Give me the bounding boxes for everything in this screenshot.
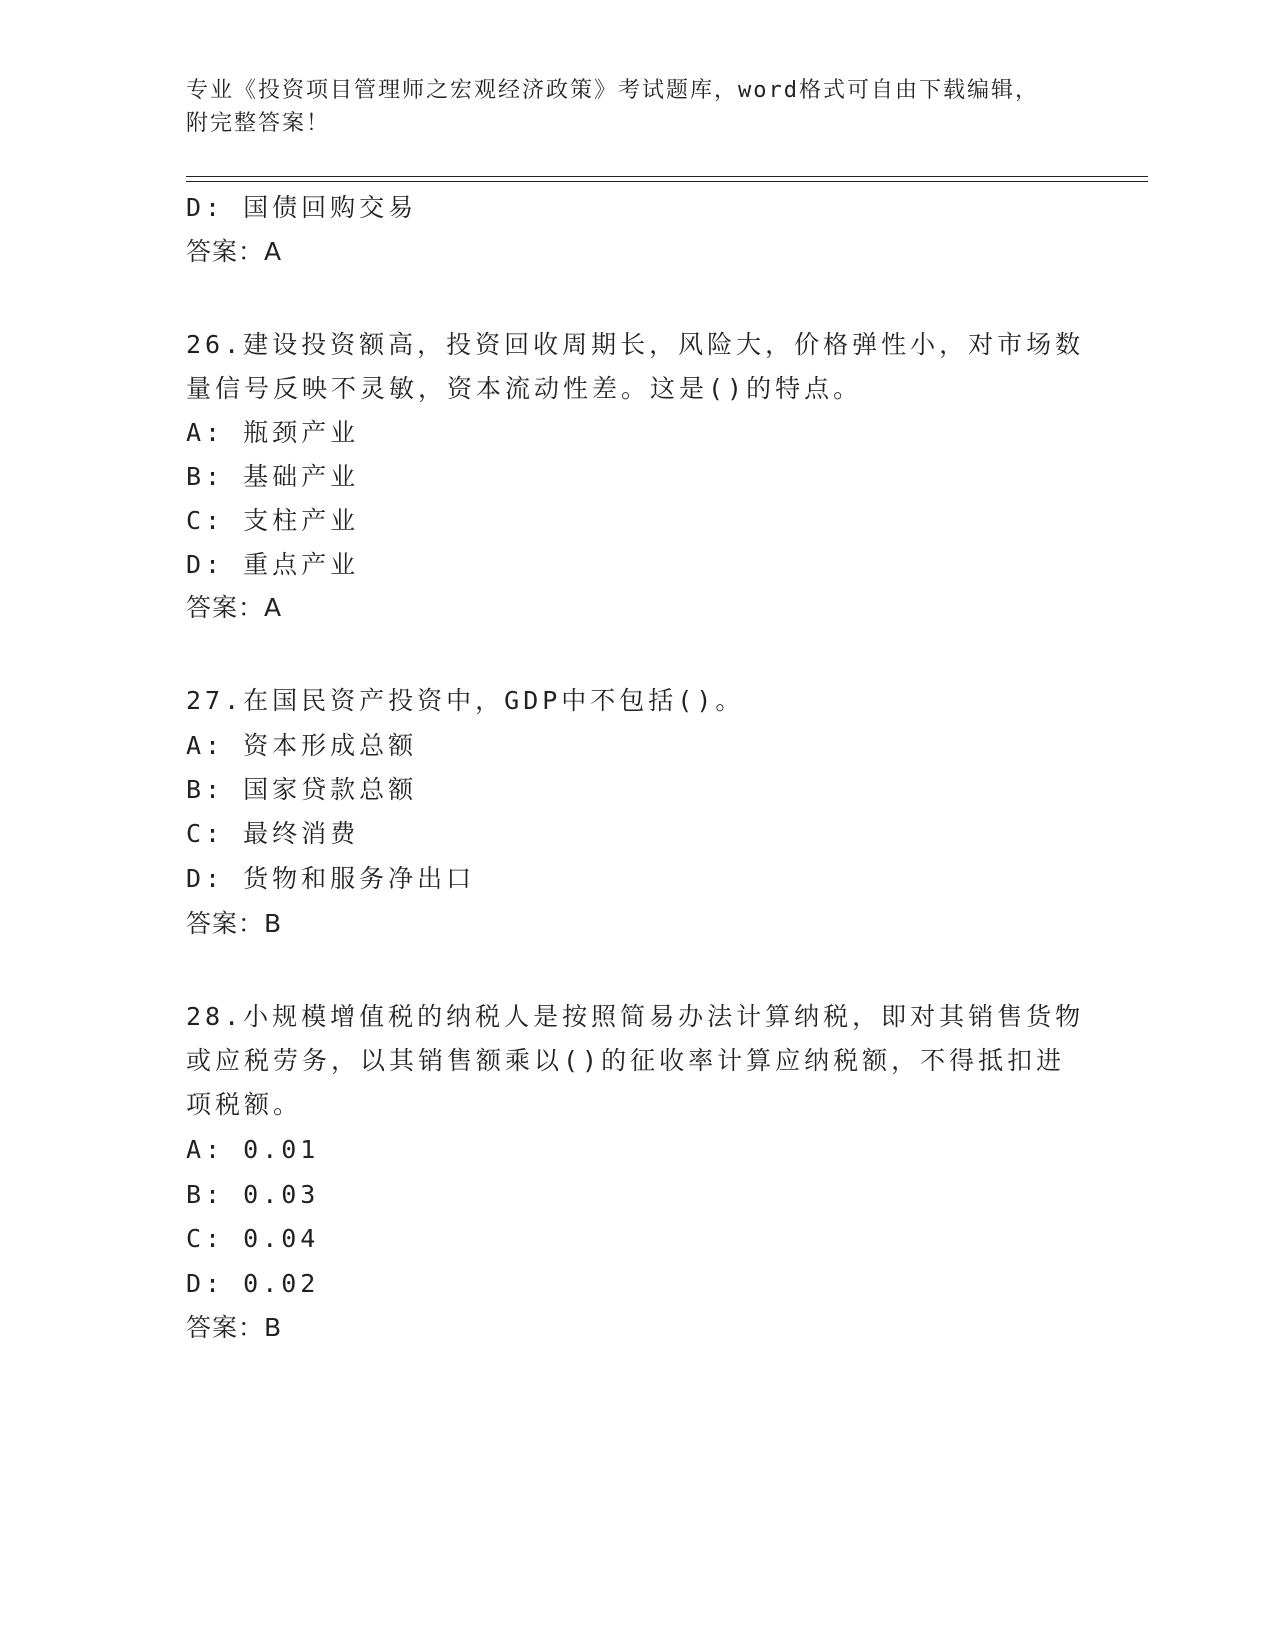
q28-stem-line-1: 28.小规模增值税的纳税人是按照简易办法计算纳税，即对其销售货物 (186, 1002, 1085, 1031)
q28-option-b: B: 0.03 (186, 1180, 320, 1209)
page-header (186, 74, 1066, 140)
q25-answer: 答案：A (186, 237, 283, 266)
q28-option-a: A: 0.01 (186, 1135, 320, 1164)
q26-option-d: D: 重点产业 (186, 550, 360, 579)
q25-option-d: D: 国债回购交易 (186, 193, 418, 222)
q27-option-d: D: 货物和服务净出口 (186, 864, 476, 893)
q26-stem-line-1: 26.建设投资额高，投资回收周期长，风险大，价格弹性小，对市场数 (186, 330, 1085, 359)
q26-option-b: B: 基础产业 (186, 462, 360, 491)
q28-option-c: C: 0.04 (186, 1224, 320, 1253)
q26-option-a: A: 瓶颈产业 (186, 418, 360, 447)
q27-answer: 答案：B (186, 909, 283, 938)
q27-option-c: C: 最终消费 (186, 819, 360, 848)
q26-stem-line-2: 量信号反映不灵敏，资本流动性差。这是()的特点。 (186, 374, 863, 403)
header-rule-bottom (186, 181, 1148, 182)
q28-answer: 答案：B (186, 1313, 283, 1342)
q26-option-c: C: 支柱产业 (186, 506, 360, 535)
q28-stem-line-2: 或应税劳务，以其销售额乘以()的征收率计算应纳税额，不得抵扣进 (186, 1046, 1066, 1075)
q27-option-b: B: 国家贷款总额 (186, 775, 418, 804)
q27-option-a: A: 资本形成总额 (186, 731, 418, 760)
q27-stem-line-1: 27.在国民资产投资中，GDP中不包括()。 (186, 686, 745, 715)
header-line-2: 附完整答案！ (186, 111, 331, 136)
q26-answer: 答案：A (186, 593, 283, 622)
header-line-1: 专业《投资项目管理师之宏观经济政策》考试题库，word格式可自由下载编辑， (186, 78, 1039, 103)
q28-stem-line-3: 项税额。 (186, 1090, 303, 1119)
header-rule-top (186, 176, 1148, 177)
q28-option-d: D: 0.02 (186, 1269, 320, 1298)
